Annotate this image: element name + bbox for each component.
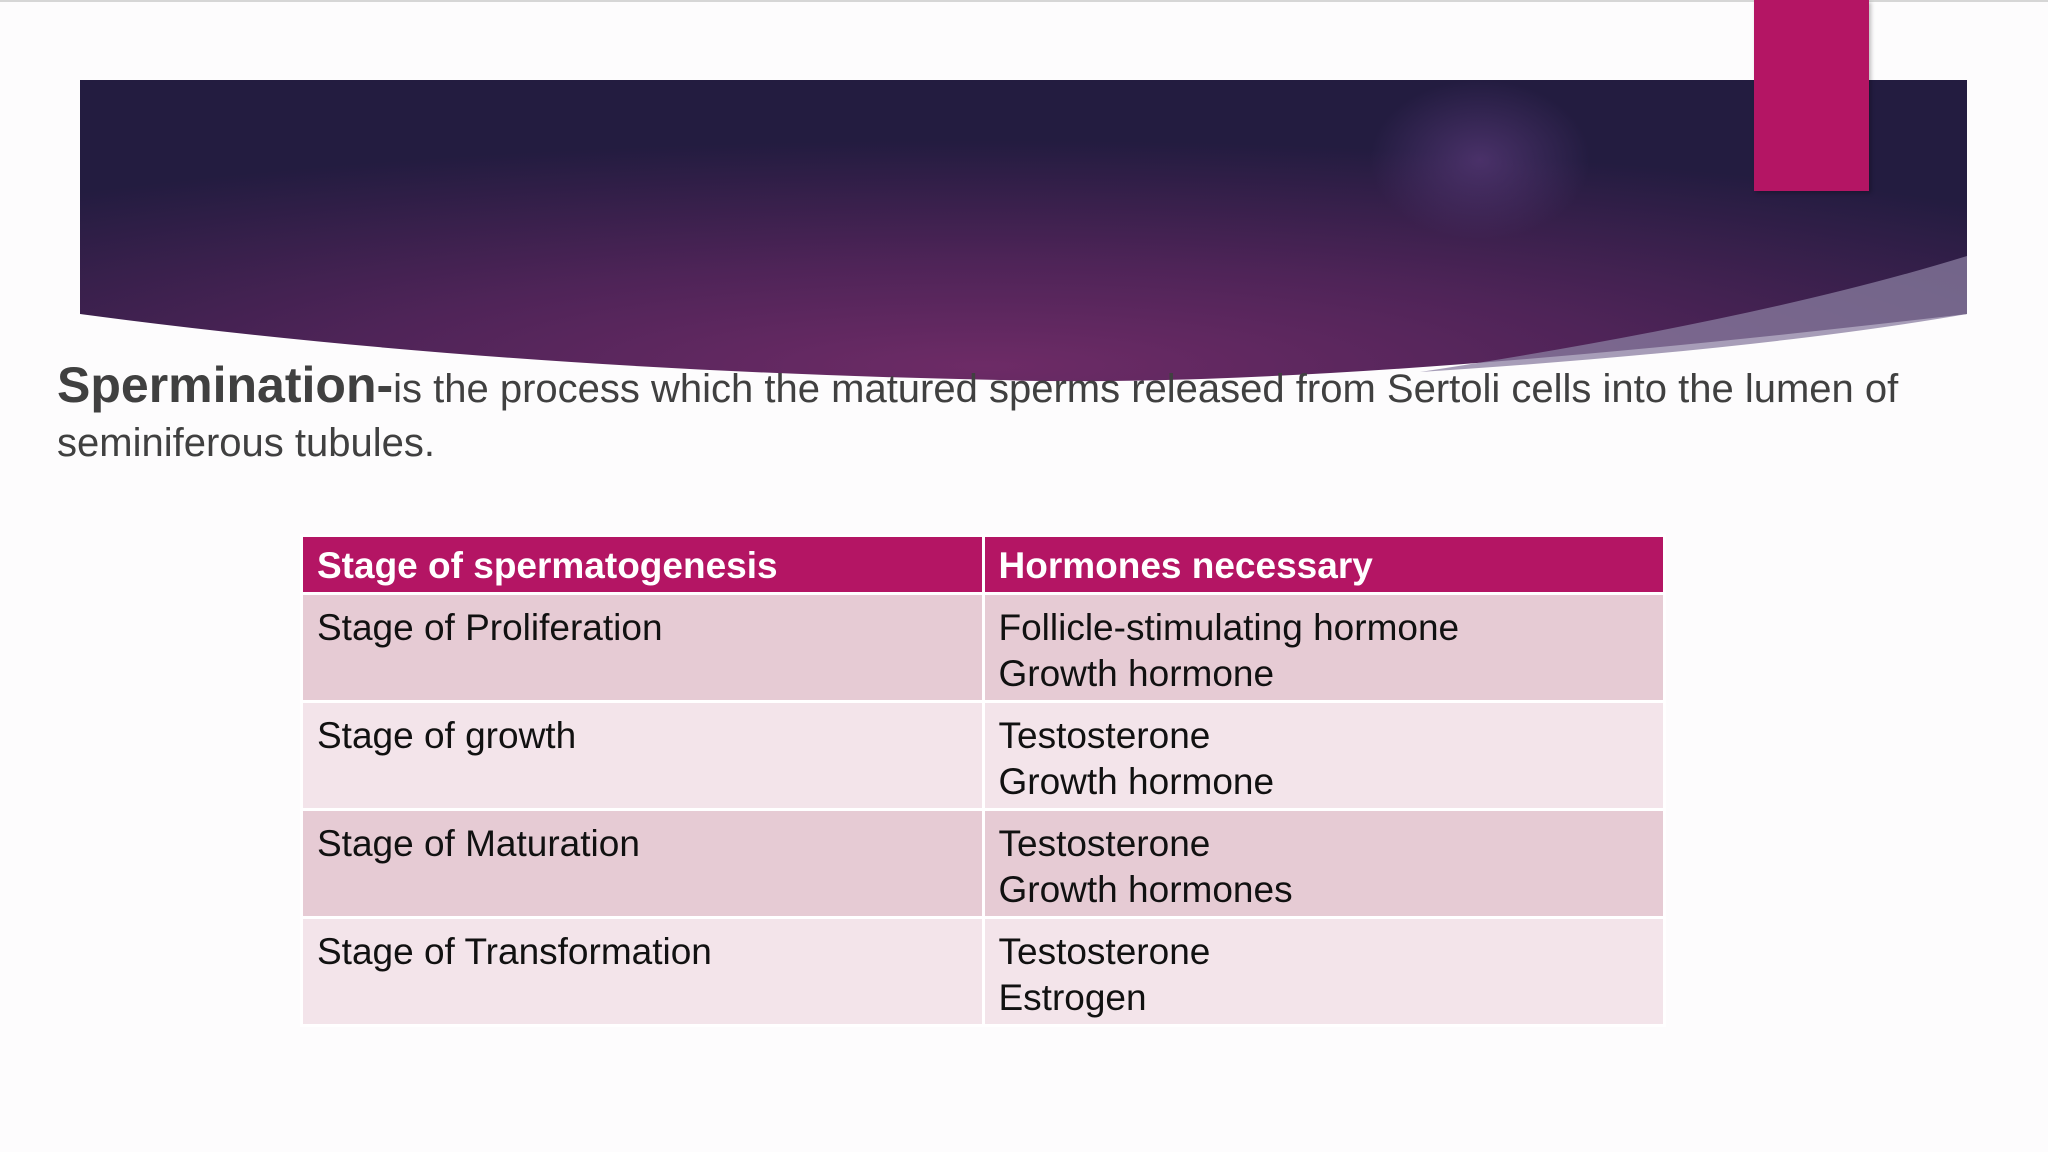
hormone-item: Testosterone xyxy=(998,715,1211,756)
header-banner xyxy=(0,0,2048,400)
hormones-cell xyxy=(983,702,1665,810)
table-row xyxy=(302,702,1665,810)
hormones-cell xyxy=(983,918,1665,1026)
hormone-item: Estrogen xyxy=(998,977,1147,1018)
stage-cell: Stage of Proliferation xyxy=(302,594,984,702)
column-header-stage: Stage of spermatogenesis xyxy=(302,536,984,594)
hormones-cell xyxy=(983,810,1665,918)
stage-cell: Stage of growth xyxy=(302,702,984,810)
hormone-table xyxy=(300,534,1666,1027)
hormone-item: Growth hormones xyxy=(998,869,1293,910)
term-heading: Spermination- xyxy=(57,357,394,413)
table-row xyxy=(302,810,1665,918)
column-header-hormones: Hormones necessary xyxy=(983,536,1665,594)
hormone-item: Growth hormone xyxy=(998,761,1275,802)
table-header-row xyxy=(302,536,1665,594)
accent-tab xyxy=(1754,0,1869,191)
hormone-item: Testosterone xyxy=(998,931,1211,972)
hormones-cell xyxy=(983,594,1665,702)
stage-cell: Stage of Maturation xyxy=(302,810,984,918)
table-row xyxy=(302,918,1665,1026)
definition-paragraph xyxy=(57,358,1987,470)
hormone-item: Testosterone xyxy=(998,823,1211,864)
hormone-item: Follicle-stimulating hormone xyxy=(998,607,1460,648)
term-description: is the process which the matured sperms released from Sertoli cells into the lumen of seminiferous tubules. xyxy=(57,367,1899,465)
stage-cell: Stage of Transformation xyxy=(302,918,984,1026)
hormone-item: Growth hormone xyxy=(998,653,1275,694)
table-row xyxy=(302,594,1665,702)
